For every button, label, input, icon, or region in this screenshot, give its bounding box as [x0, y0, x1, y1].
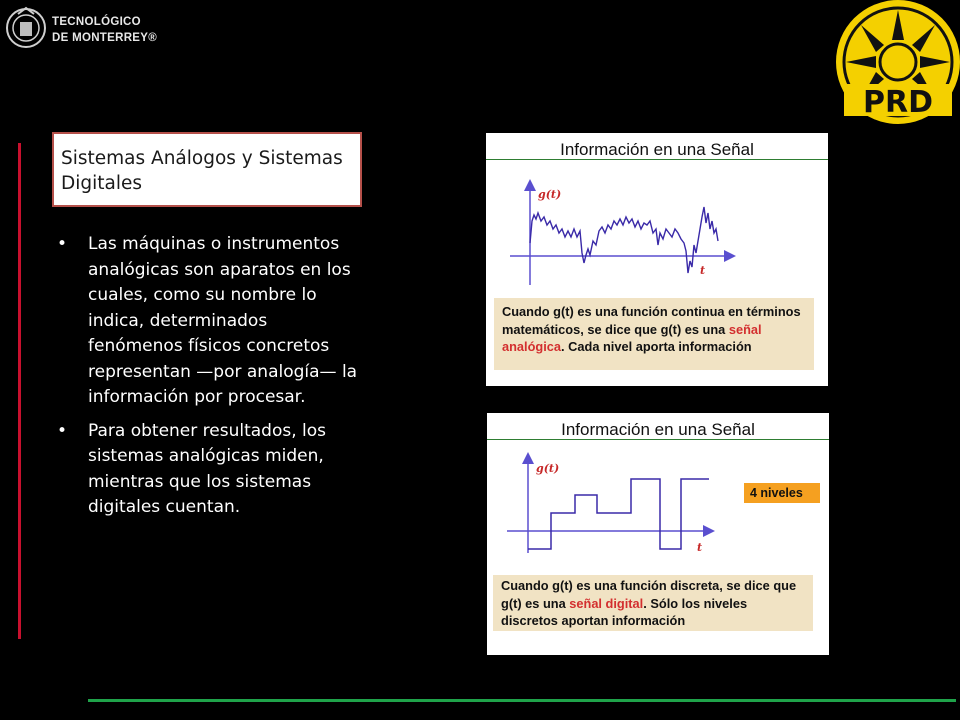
caption-text: Cuando g(t) es una función continua en términos matemáticos, se dice que g(t) es una: [502, 304, 801, 337]
prd-logo-text: PRD: [863, 85, 933, 120]
y-axis-label: g(t): [536, 462, 560, 475]
caption-highlight: señal analógica: [502, 321, 762, 354]
analog-signal-line: [530, 207, 718, 273]
bullet-symbol: •: [57, 420, 68, 441]
figure-title: Información en una Señal: [561, 420, 755, 439]
analog-caption: [494, 298, 814, 370]
figure-title: Información en una Señal: [560, 140, 754, 159]
digital-caption: [493, 575, 813, 631]
tec-seal-icon: [4, 4, 48, 52]
digital-signal-figure: [487, 413, 829, 655]
digital-signal-line: [528, 479, 709, 549]
left-accent-line: [18, 143, 21, 639]
analog-signal-figure: [486, 133, 828, 386]
caption-text-end: . Sólo los niveles discretos aportan información: [501, 595, 748, 628]
tec-logo-line2: DE MONTERREY®: [52, 32, 158, 44]
bullet-text: Para obtener resultados, los sistemas analógicas miden, mientras que los sistemas digitales cuentan.: [88, 420, 327, 517]
levels-badge: 4 niveles: [744, 483, 820, 503]
prd-logo-icon: [832, 0, 960, 128]
bottom-accent-line: [88, 699, 956, 702]
analog-signal-plot: [486, 133, 828, 298]
tec-logo-line1: TECNOLÓGICO: [52, 16, 141, 28]
bullet-symbol: •: [57, 234, 68, 254]
x-axis-label: t: [697, 541, 703, 554]
x-axis-label: t: [700, 264, 706, 277]
bullet-list: [55, 232, 365, 529]
bullet-item: [55, 419, 365, 521]
caption-highlight: señal digital: [569, 595, 644, 611]
title-box: [52, 132, 362, 207]
caption-text-end: . Cada nivel aporta información: [561, 339, 752, 354]
bullet-text: Las máquinas o instrumentos analógicas son aparatos en los cuales, como su nombre lo indica, determinados fenómenos físicos concretos representan —por analogía— la información por procesar.: [88, 234, 358, 407]
slide-title: Sistemas Análogos y Sistemas Digitales: [61, 148, 343, 194]
bullet-item: [55, 232, 365, 411]
y-axis-label: g(t): [538, 188, 562, 201]
caption-text: Cuando g(t) es una función discreta, se dice que g(t) es una: [501, 578, 797, 611]
tec-logo: [4, 4, 164, 54]
